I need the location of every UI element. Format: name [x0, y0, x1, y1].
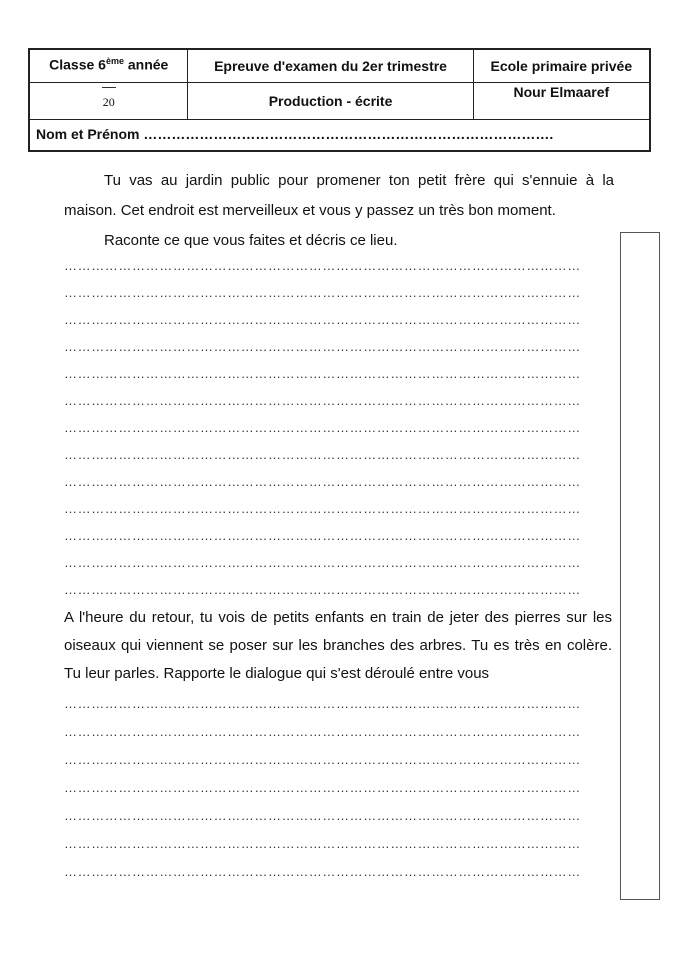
answer-line-7[interactable]: …………………………………………………………………………………………………… — [64, 420, 581, 434]
answer-line-17[interactable]: …………………………………………………………………………………………………… — [64, 780, 581, 794]
answer-line-12[interactable]: …………………………………………………………………………………………………… — [64, 555, 581, 569]
answer-line-15[interactable]: …………………………………………………………………………………………………… — [64, 724, 581, 738]
answer-line-5[interactable]: …………………………………………………………………………………………………… — [64, 366, 581, 380]
score-cell — [29, 83, 188, 120]
answer-line-3[interactable]: …………………………………………………………………………………………………… — [64, 312, 581, 326]
answer-line-11[interactable]: …………………………………………………………………………………………………… — [64, 528, 581, 542]
class-suffix: année — [123, 56, 169, 73]
subject: Production - écrite — [268, 93, 393, 110]
answer-line-14[interactable]: …………………………………………………………………………………………………… — [64, 696, 581, 710]
name-row — [29, 119, 650, 151]
school-name-cell — [473, 83, 650, 120]
answer-line-4[interactable]: …………………………………………………………………………………………………… — [64, 339, 581, 353]
school-line2: Nour Elmaaref — [513, 84, 610, 101]
school-cell — [473, 49, 650, 83]
answer-line-9[interactable]: …………………………………………………………………………………………………… — [64, 474, 581, 488]
score-box — [30, 83, 187, 110]
answer-line-13[interactable]: …………………………………………………………………………………………………… — [64, 582, 581, 596]
answer-line-6[interactable]: …………………………………………………………………………………………………… — [64, 393, 581, 407]
class-cell — [29, 49, 188, 83]
answer-line-10[interactable]: …………………………………………………………………………………………………… — [64, 501, 581, 515]
score-blank — [102, 87, 116, 94]
answer-line-2[interactable]: …………………………………………………………………………………………………… — [64, 285, 581, 299]
instruction-paragraph-1: Tu vas au jardin public pour promener ton petit frère qui s'ennuie à la maison. Cet endroit est merveilleux et vous y passez un très bon moment. — [64, 172, 614, 219]
instruction-paragraph-1b: Raconte ce que vous faites et décris ce lieu. — [104, 232, 398, 249]
school-line1: Ecole primaire privée — [490, 58, 633, 74]
answer-line-20[interactable]: …………………………………………………………………………………………………… — [64, 864, 581, 878]
answer-line-8[interactable]: …………………………………………………………………………………………………… — [64, 447, 581, 461]
name-label: Nom et Prénom — [36, 125, 140, 142]
exam-title: Epreuve d'examen du 2er trimestre — [214, 58, 447, 74]
margin-box — [620, 232, 660, 900]
class-sup: ème — [105, 56, 124, 66]
instruction-paragraph-2: A l'heure du retour, tu vois de petits enfants en train de jeter des pierres sur les oiseaux qui viennent se poser sur les branches des arbres. Tu es très en colère. Tu leur parles. Rapporte le dialogue qui s'est déroulé entre vous — [64, 609, 612, 682]
exam-header-table — [28, 48, 651, 152]
answer-line-1[interactable]: …………………………………………………………………………………………………… — [64, 258, 581, 272]
answer-line-19[interactable]: …………………………………………………………………………………………………… — [64, 836, 581, 850]
answer-line-18[interactable]: …………………………………………………………………………………………………… — [64, 808, 581, 822]
subject-cell — [188, 83, 473, 120]
name-field[interactable]: ……………………………………………………………………………. — [143, 125, 554, 142]
exam-title-cell — [188, 49, 473, 83]
answer-line-16[interactable]: …………………………………………………………………………………………………… — [64, 752, 581, 766]
score-denominator: 20 — [102, 95, 115, 110]
class-label: Classe 6 — [49, 56, 106, 73]
